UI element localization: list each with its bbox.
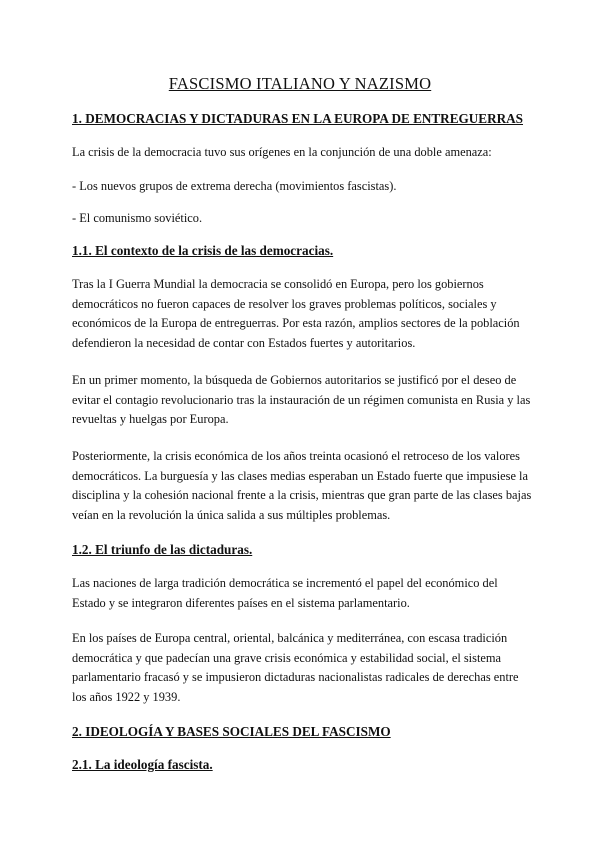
- paragraph: En los países de Europa central, oriental, balcánica y mediterránea, con escasa tradición democrática y que padecían una grave crisis económica y estabilidad social, el sistema parlamentario fracasó y se impusieron dictaduras nacionalistas radicales de derechas entre los años 1922 y 1939.: [72, 631, 519, 704]
- subsection-heading-1-2: 1.2. El triunfo de las dictaduras.: [72, 542, 253, 557]
- section-1-intro: La crisis de la democracia tuvo sus orígenes en la conjunción de una doble amenaza:: [72, 145, 492, 159]
- section-heading-1: 1. DEMOCRACIAS Y DICTADURAS EN LA EUROPA DE ENTREGUERRAS: [72, 111, 523, 126]
- bullet-item: - El comunismo soviético.: [72, 211, 203, 225]
- section-heading-2: 2. IDEOLOGÍA Y BASES SOCIALES DEL FASCISMO: [72, 724, 391, 739]
- subsection-heading-1-1: 1.1. El contexto de la crisis de las democracias.: [72, 243, 334, 258]
- paragraph: Tras la I Guerra Mundial la democracia se consolidó en Europa, pero los gobiernos democráticos no fueron capaces de resolver los graves problemas políticos, sociales y económicos de la Europa de entreguerras. Por esta razón, amplios sectores de la población defendieron la necesidad de contar con Estados fuertes y autoritarios.: [72, 277, 520, 350]
- bullet-item: - Los nuevos grupos de extrema derecha (movimientos fascistas).: [72, 179, 397, 193]
- paragraph: Las naciones de larga tradición democrática se incrementó el papel del económico del Estado y se integraron diferentes países en el sistema parlamentario.: [72, 576, 498, 610]
- paragraph: Posteriormente, la crisis económica de los años treinta ocasionó el retroceso de los valores democráticos. La burguesía y las clases medias esperaban un Estado fuerte que impusiese la disciplina y la cohesión nacional frente a la crisis, mientras que gran parte de las clases bajas veían en la revolución la única salida a sus múltiples problemas.: [72, 449, 532, 522]
- document-title: FASCISMO ITALIANO Y NAZISMO: [168, 74, 432, 93]
- subsection-heading-2-1: 2.1. La ideología fascista.: [72, 757, 213, 772]
- paragraph: En un primer momento, la búsqueda de Gobiernos autoritarios se justificó por el deseo de evitar el contagio revolucionario tras la instauración de un régimen comunista en Rusia y las revueltas y huelgas por Europa.: [72, 373, 531, 427]
